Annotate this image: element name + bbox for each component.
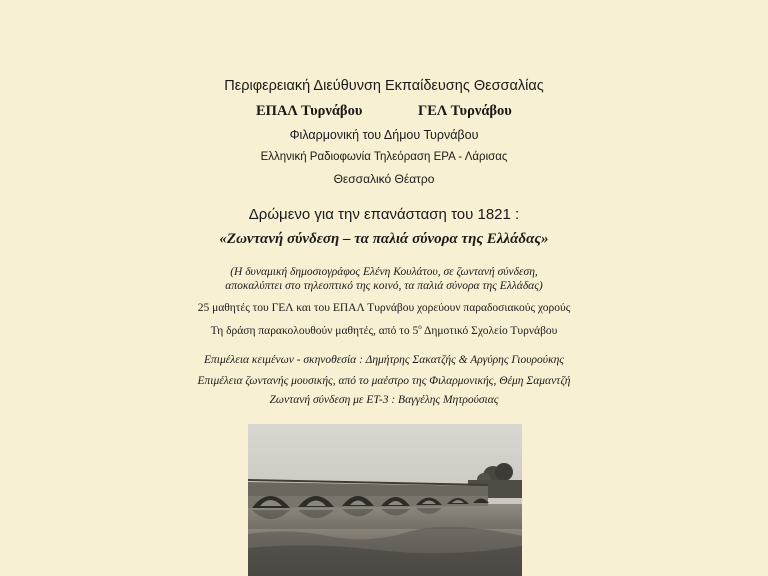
schools-row [0, 103, 768, 123]
philharmonic-line: Φιλαρμονική του Δήμου Τυρνάβου [289, 128, 479, 142]
audience-text-prefix: Τη δράση παρακολουθούν μαθητές, από το 5 [210, 324, 419, 337]
description-line-2: αποκαλύπτει στο τηλεοπτικό της κοινό, τα παλιά σύνορα της Ελλάδας) [225, 280, 543, 292]
audience-line [0, 323, 768, 337]
school-epal: ΕΠΑΛ Τυρνάβου [256, 103, 363, 119]
school-gel: ΓΕΛ Τυρνάβου [418, 103, 512, 119]
directorate-heading: Περιφερειακή Διεύθυνση Εκπαίδευσης Θεσσαλίας [224, 78, 544, 94]
event-subtitle: Δρώμενο για την επανάσταση του 1821 : [248, 206, 520, 223]
participants-line: 25 μαθητές του ΓΕΛ και του ΕΠΑΛ Τυρνάβου χορεύουν παραδοσιακούς χορούς [197, 302, 571, 314]
bridge-illustration [248, 424, 522, 576]
credits-live-link: Ζωντανή σύνδεση με ΕΤ-3 : Βαγγέλης Μητρούσιας [269, 394, 499, 406]
bridge [248, 480, 489, 508]
ordinal-superscript: ο [418, 323, 422, 331]
broadcaster-line: Ελληνική Ραδιοφωνία Τηλεόραση ΕΡΑ - Λάρισας [260, 151, 508, 163]
credits-direction: Επιμέλεια κειμένων - σκηνοθεσία : Δημήτρης Σακατζής & Αργύρης Γιουρούκης [204, 354, 564, 366]
description-line-1: (Η δυναμική δημοσιογράφος Ελένη Κουλάτου, σε ζωντανή σύνδεση, [230, 266, 538, 278]
bridge-photo [248, 424, 522, 576]
audience-text-suffix: Δημοτικό Σχολείο Τυρνάβου [421, 324, 558, 337]
credits-music: Επιμέλεια ζωντανής μουσικής, από το μαέστρο της Φιλαρμονικής, Θέμη Σαμαντζή [197, 375, 571, 387]
event-title: «Ζωντανή σύνδεση – τα παλιά σύνορα της Ελλάδας» [219, 231, 549, 247]
theatre-line: Θεσσαλικό Θέατρο [333, 172, 435, 186]
